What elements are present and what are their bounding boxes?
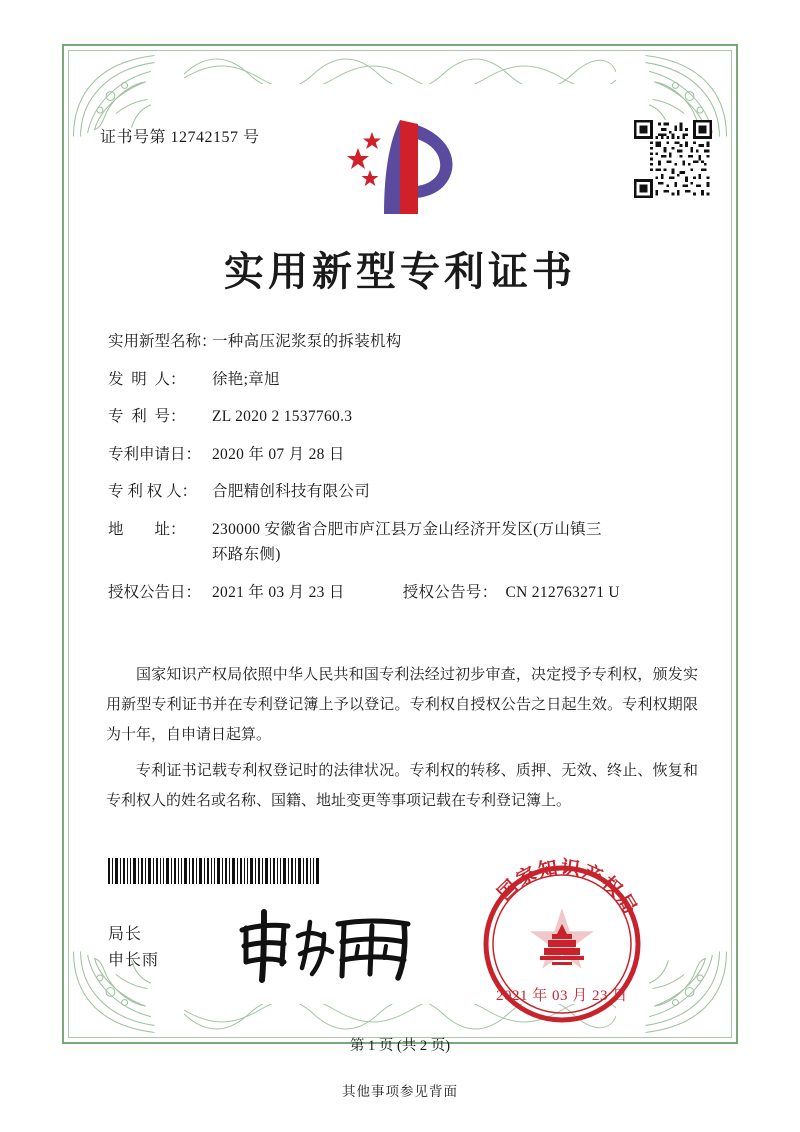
signature-block [108, 922, 159, 974]
director-name: 申长雨 [108, 952, 160, 969]
field-patentee [108, 484, 698, 500]
field-address [108, 522, 698, 563]
field-grant-publication [108, 585, 698, 601]
field-value-line2: 环路东侧) [212, 546, 281, 563]
field-value: 合肥精创科技有限公司 [212, 483, 371, 500]
grant-date-value: 2021 年 03 月 23 日 [212, 583, 345, 601]
field-label: 专利申请日： [108, 445, 202, 463]
field-value: 一种高压泥浆泵的拆装机构 [212, 333, 402, 350]
field-value-line1: 230000 安徽省合肥市庐江县万金山经济开发区(万山镇三 [212, 520, 602, 538]
corner-ornament-bottom-right [642, 948, 730, 1036]
field-value: 2020 年 07 月 28 日 [212, 445, 345, 463]
cnipa-logo-icon [344, 118, 462, 218]
field-label: 实用新型名称： [108, 333, 217, 350]
paragraph-1: 国家知识产权局依照中华人民共和国专利法经过初步审查，决定授予专利权，颁发实用新型专利证书并在专利登记簿上予以登记。专利权自授权公告之日起生效。专利权期限为十年，自申请日起算。 [106, 667, 698, 743]
qr-code-icon [634, 120, 712, 198]
certificate-number: 证书号第 12742157 号 [100, 129, 260, 146]
paragraph-2: 专利证书记载专利权登记时的法律状况。专利权的转移、质押、无效、终止、恢复和专利权人的姓名或名称、国籍、地址变更等事项记载在专利登记簿上。 [106, 763, 698, 809]
top-edge-ornament [184, 50, 616, 84]
handwritten-signature-icon [232, 906, 422, 984]
official-seal [470, 852, 654, 1036]
publication-number-value: CN 212763271 U [505, 583, 620, 601]
page-title: 实用新型专利证书 [224, 248, 576, 295]
field-value-wrap [212, 522, 698, 563]
field-application-date [108, 447, 698, 463]
publication-number-label: 授权公告号： [402, 583, 498, 601]
field-label: 专 利 号： [108, 408, 186, 425]
barcode [108, 858, 320, 884]
field-inventor [108, 372, 698, 388]
field-label: 专 利 权 人： [108, 483, 198, 500]
field-value: ZL 2020 2 1537760.3 [212, 408, 353, 425]
page-number: 第 1 页 (共 2 页) [349, 1038, 451, 1054]
field-label: 授权公告日： [108, 583, 202, 601]
svg-text:国家知识产权局: 国家知识产权局 [493, 856, 642, 920]
field-patent-number [108, 409, 698, 425]
field-label: 发 明 人： [108, 370, 186, 388]
seal-date: 2021 年 03 月 23 日 [496, 988, 628, 1004]
legal-text [106, 660, 698, 822]
field-label: 地 址： [108, 520, 186, 538]
field-value: 徐艳;章旭 [212, 370, 280, 388]
field-value-group [212, 585, 698, 601]
footer-note: 其他事项参见背面 [342, 1084, 458, 1099]
director-label: 局长 [108, 926, 143, 943]
field-utility-model-name [108, 334, 698, 350]
certificate-fields [108, 334, 698, 622]
